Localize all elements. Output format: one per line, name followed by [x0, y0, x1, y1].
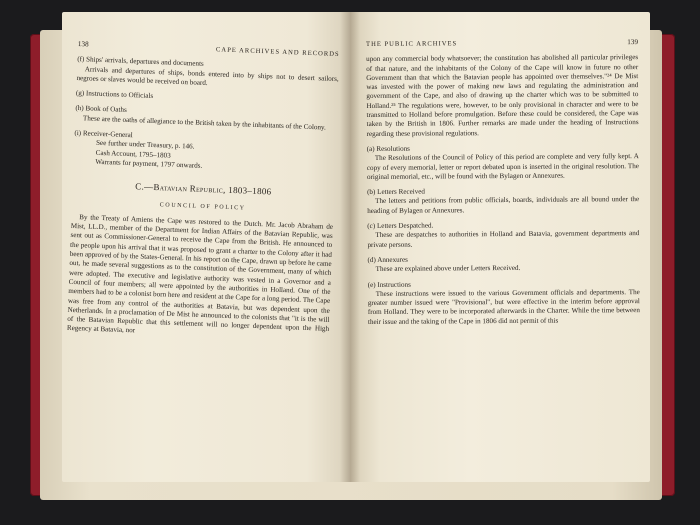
item-body: The letters and petitions from public officials, boards, individuals are all bound under the heading of Bylagen or Annexures. — [367, 195, 640, 215]
right-page-text — [366, 38, 640, 327]
item-body: These are despatches to authorities in Holland and Batavia, government departments and private persons. — [367, 229, 640, 249]
right-page — [350, 12, 650, 482]
right-item-e — [368, 279, 640, 327]
left-running-title: CAPE ARCHIVES AND RECORDS — [215, 46, 340, 59]
left-item-f — [76, 55, 339, 93]
section-title — [72, 180, 334, 199]
receiver-line: See further under Treasury, p. 146. — [95, 139, 195, 151]
left-page-number: 138 — [77, 40, 89, 49]
item-heading: (d) Annexures — [367, 255, 408, 264]
item-heading: (h) Book of Oaths — [75, 104, 127, 115]
right-item-c — [367, 220, 639, 250]
right-running-title: THE PUBLIC ARCHIVES — [366, 40, 458, 48]
item-body: These are explained above under Letters Received. — [375, 264, 521, 274]
left-page — [62, 12, 350, 482]
item-heading: (e) Instructions — [367, 280, 411, 289]
item-heading: (i) Receiver-General — [74, 129, 133, 140]
right-item-b — [367, 186, 639, 216]
receiver-line: Cash Account, 1795–1803 — [95, 148, 171, 160]
right-page-number: 139 — [627, 38, 639, 47]
section-title-prefix: C.— — [135, 181, 154, 193]
item-heading: (b) Letters Received — [367, 187, 425, 197]
right-item-d — [368, 254, 640, 274]
section-title-name: Batavian Republic, — [153, 182, 226, 196]
right-body-paragraph: upon any commercial body whatsoever; the constitution has abolished all particular privileges of that nature, and the inhabitants of the Colony of the Cape will know in future no other Government than that which the Batavian people has appointed over themselves."²⁴ De Mist was invested with the power of making new laws and regulating the administration and government of the Cape, and also of drawing up the charter which was to be submitted to Holland.²⁵ The regulations were, however, to be only provisional in character and were to be transmitted to Holland before promulgation. Before these could be considered, the Cape was taken by the British in 1806. Further remarks are made under the heading of Instructions regarding these provisional regulations. — [366, 53, 639, 138]
left-item-h — [75, 104, 338, 133]
item-heading: (c) Letters Despatched. — [367, 221, 434, 231]
section-title-years: 1803–1806 — [228, 185, 272, 197]
item-body: These instructions were issued to the various Government officials and departments. The greater number issued were "Provisional", but were effective in the interim before approval from Holland. They were to be incorporated afterwards in the Charter. While the time between their issue and the taking of the Cape in 1806 did not permit of this — [367, 287, 640, 326]
item-body: Arrivals and departures of ships, bonds entered into by ships not to desert sailors, negroes or slaves would be received on board. — [76, 64, 339, 87]
left-body-paragraph: By the Treaty of Amiens the Cape was restored to the Dutch. Mr. Jacob Abraham de Mist, LL.D., member of the Department for Indian Affairs of the Batavian Republic, was sent out as Commissioner-General to receive the Cape from the British. He announced to the people upon his arrival that it was proposed to grant a charter to the Colony after it had been approved of by the States-General. In his report on the Cape, drawn up before he came out, he made several suggestions as to the constitution of the Government, many of which were adopted. The executive and legislative authority was vested in a Governor and a Council of four members; all were appointed by the authorities in Holland. One of the members had to be a colonist born here and resident at the Cape for a long period. The Cape was free from any control of the authorities at Batavia, but was dependent upon the Netherlands. In a proclamation of De Mist he announced to the colonists that "it is the will of the Batavian Republic that this settlement will no longer dependent upon the High Regency at Batavia, nor — [66, 213, 334, 335]
left-page-text — [67, 40, 340, 344]
item-heading: (a) Resolutions — [366, 144, 410, 153]
section-subhead: COUNCIL OF POLICY — [159, 201, 246, 212]
receiver-line: Warrants for payment, 1797 onwards. — [95, 157, 203, 170]
item-heading: (g) Instructions to Officials — [75, 89, 154, 101]
item-heading: (f) Ships' arrivals, departures and documents — [77, 55, 204, 69]
item-body: The Resolutions of the Council of Policy of this period are complete and very fully kept. A copy of every memorial, letter or report debated upon is inserted in the original resolution. The original memorial, etc., will be found with the Bylagen or Annexures. — [366, 152, 639, 181]
left-item-i — [73, 129, 336, 176]
right-running-head — [366, 38, 638, 49]
item-body: These are the oaths of allegiance to the British taken by the inhabitants of the Colony. — [82, 114, 327, 132]
right-item-a — [367, 143, 639, 182]
